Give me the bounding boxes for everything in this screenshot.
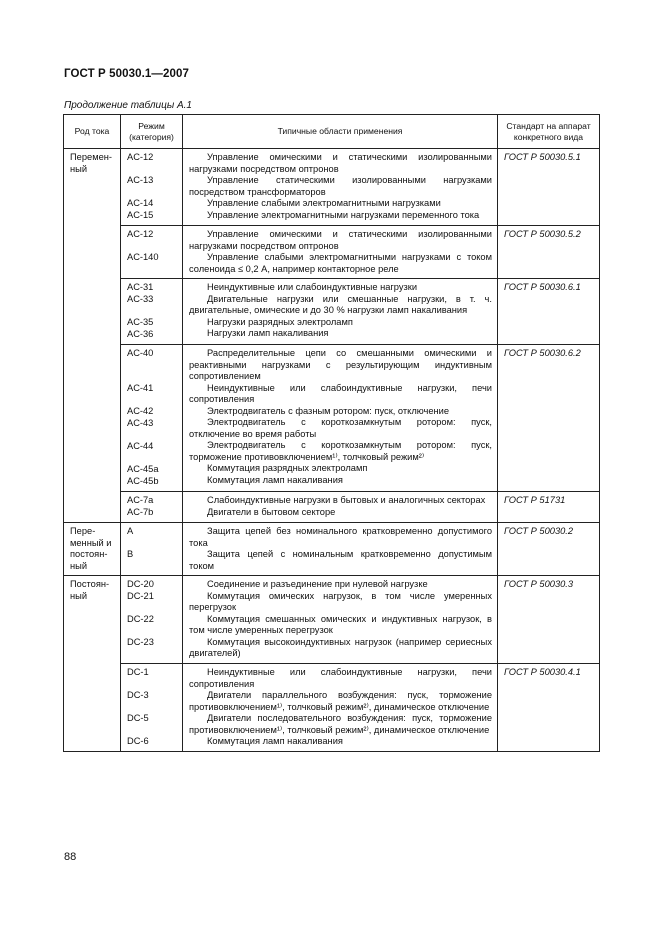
table-row <box>64 523 600 576</box>
mode-code: AC-41 <box>127 383 154 393</box>
table-row <box>64 279 600 345</box>
mode-code: AC-13 <box>127 175 154 185</box>
table-row <box>64 345 600 492</box>
mode-code: AC-12 <box>127 152 154 162</box>
mode-cell <box>121 492 183 523</box>
table-row <box>64 149 600 226</box>
mode-code: DC-23 <box>127 637 154 647</box>
mode-description: Электродвигатель с короткозамкнутым ротором: пуск, торможение противовключением¹⁾, толчковый режим²⁾ <box>189 440 492 462</box>
description-cell <box>183 523 498 576</box>
mode-code: DC-22 <box>127 614 154 624</box>
rod-cell-acdc: Пере-менный и постоян-ный <box>64 523 121 576</box>
standard-cell: ГОСТ Р 50030.6.2 <box>498 345 600 492</box>
mode-code: AC-15 <box>127 210 154 220</box>
mode-description: Коммутация высокоиндуктивных нагрузок (например сериесных двигателей) <box>189 636 492 658</box>
table-header-row <box>64 115 600 149</box>
mode-description: Управление омическими и статическими изолированными нагрузками посредством оптронов <box>189 229 492 251</box>
mode-code: AC-140 <box>127 252 159 262</box>
standard-cell: ГОСТ Р 51731 <box>498 492 600 523</box>
mode-code: AC-43 <box>127 418 154 428</box>
description-cell <box>183 492 498 523</box>
mode-code: AC-40 <box>127 348 154 358</box>
table-caption: Продолжение таблицы А.1 <box>64 100 192 111</box>
mode-code: AC-31 <box>127 282 154 292</box>
mode-code: AC-12 <box>127 229 154 239</box>
mode-description: Соединение и разъединение при нулевой нагрузке <box>207 579 428 589</box>
description-cell <box>183 279 498 345</box>
mode-description: Распределительные цепи со смешанными омическими и реактивными нагрузками с результирующим индуктивным сопротивлением <box>189 348 492 381</box>
mode-cell <box>121 576 183 664</box>
mode-code: AC-45a <box>127 464 159 474</box>
mode-description: Управление слабыми электромагнитными нагрузками <box>207 198 441 208</box>
mode-description: Неиндуктивные или слабоиндуктивные нагрузки, печи сопротивления <box>189 382 492 404</box>
mode-description: Двигатели последовательного возбуждения: пуск, торможение противовключением¹⁾, толчковый режим²⁾, динамическое отключение <box>189 713 492 735</box>
mode-code: DC-1 <box>127 667 149 677</box>
table-row <box>64 226 600 279</box>
standard-cell: ГОСТ Р 50030.5.2 <box>498 226 600 279</box>
standard-cell: ГОСТ Р 50030.6.1 <box>498 279 600 345</box>
mode-description: Коммутация ламп накаливания <box>207 474 343 485</box>
table-row <box>64 664 600 752</box>
categories-table <box>63 114 600 752</box>
mode-description: Двигатели в бытовом секторе <box>207 506 336 517</box>
mode-code: AC-33 <box>127 294 154 304</box>
mode-description: Электродвигатель с короткозамкнутым ротором: пуск, отключение во время работы <box>189 417 492 439</box>
mode-description: Защита цепей без номинального кратковременно допустимого тока <box>189 526 492 548</box>
page-number: 88 <box>64 851 77 863</box>
header-rod: Род тока <box>64 115 121 149</box>
header-mode: Режим (категория) <box>121 115 183 149</box>
mode-description: Электродвигатель с фазным ротором: пуск, отключение <box>207 405 450 416</box>
mode-description: Управление статическими изолированными нагрузками посредством трансформаторов <box>189 175 492 197</box>
mode-code: AC-36 <box>127 329 154 339</box>
mode-code: DC-3 <box>127 690 149 700</box>
mode-cell <box>121 345 183 492</box>
standard-cell: ГОСТ Р 50030.5.1 <box>498 149 600 226</box>
mode-code: AC-42 <box>127 406 154 416</box>
mode-code: AC-7a <box>127 495 154 505</box>
description-cell <box>183 345 498 492</box>
mode-description: Нагрузки ламп накаливания <box>207 328 329 338</box>
table-body <box>64 149 600 752</box>
description-cell <box>183 576 498 664</box>
mode-code: A <box>127 526 134 536</box>
mode-description: Двигатели параллельного возбуждения: пуск, торможение противовключением¹⁾, толчковый режим²⁾, динамическое отключение <box>189 690 492 712</box>
mode-code: DC-21 <box>127 591 154 601</box>
mode-description: Двигательные нагрузки или смешанные нагрузки, в т. ч. двигательные, омические и до 30 % нагрузки ламп накаливания <box>189 293 492 315</box>
mode-description: Коммутация разрядных электроламп <box>207 463 368 473</box>
mode-description: Коммутация омических нагрузок, в том числе умеренных перегрузок <box>189 590 492 612</box>
table-row <box>64 576 600 664</box>
mode-code: AC-14 <box>127 198 154 208</box>
description-cell <box>183 226 498 279</box>
mode-code: DC-6 <box>127 736 149 746</box>
standard-cell: ГОСТ Р 50030.3 <box>498 576 600 664</box>
mode-cell <box>121 664 183 752</box>
rod-cell-ac: Перемен-ный <box>64 149 121 523</box>
mode-description: Защита цепей с номинальным кратковременно допустимым током <box>189 549 492 571</box>
mode-cell <box>121 149 183 226</box>
mode-description: Нагрузки разрядных электроламп <box>207 316 353 327</box>
mode-code: AC-7b <box>127 507 154 517</box>
mode-description: Коммутация ламп накаливания <box>207 736 343 746</box>
mode-description: Неиндуктивные или слабоиндуктивные нагрузки <box>207 282 418 292</box>
mode-cell <box>121 279 183 345</box>
standard-cell: ГОСТ Р 50030.4.1 <box>498 664 600 752</box>
document-title: ГОСТ Р 50030.1—2007 <box>64 68 189 80</box>
mode-code: AC-35 <box>127 317 154 327</box>
mode-code: DC-5 <box>127 713 149 723</box>
rod-cell-dc: Постоян-ный <box>64 576 121 752</box>
mode-description: Коммутация смешанных омических и индуктивных нагрузок, в том числе умеренных перегрузок <box>189 613 492 635</box>
mode-description: Управление слабыми электромагнитными нагрузками с током соленоида ≤ 0,2 А, например контакторное реле <box>189 252 492 274</box>
mode-code: DC-20 <box>127 579 154 589</box>
mode-cell <box>121 523 183 576</box>
header-area: Типичные области применения <box>183 115 498 149</box>
header-standard: Стандарт на аппарат конкретного вида <box>498 115 600 149</box>
mode-description: Управление омическими и статическими изолированными нагрузками посредством оптронов <box>189 152 492 174</box>
table-row <box>64 492 600 523</box>
mode-code: B <box>127 549 134 559</box>
description-cell <box>183 149 498 226</box>
mode-code: AC-45b <box>127 476 159 486</box>
mode-description: Слабоиндуктивные нагрузки в бытовых и аналогичных секторах <box>207 495 486 505</box>
mode-description: Неиндуктивные или слабоиндуктивные нагрузки, печи сопротивления <box>189 667 492 689</box>
mode-code: AC-44 <box>127 441 154 451</box>
mode-cell <box>121 226 183 279</box>
description-cell <box>183 664 498 752</box>
mode-description: Управление электромагнитными нагрузками переменного тока <box>207 209 480 220</box>
standard-cell: ГОСТ Р 50030.2 <box>498 523 600 576</box>
